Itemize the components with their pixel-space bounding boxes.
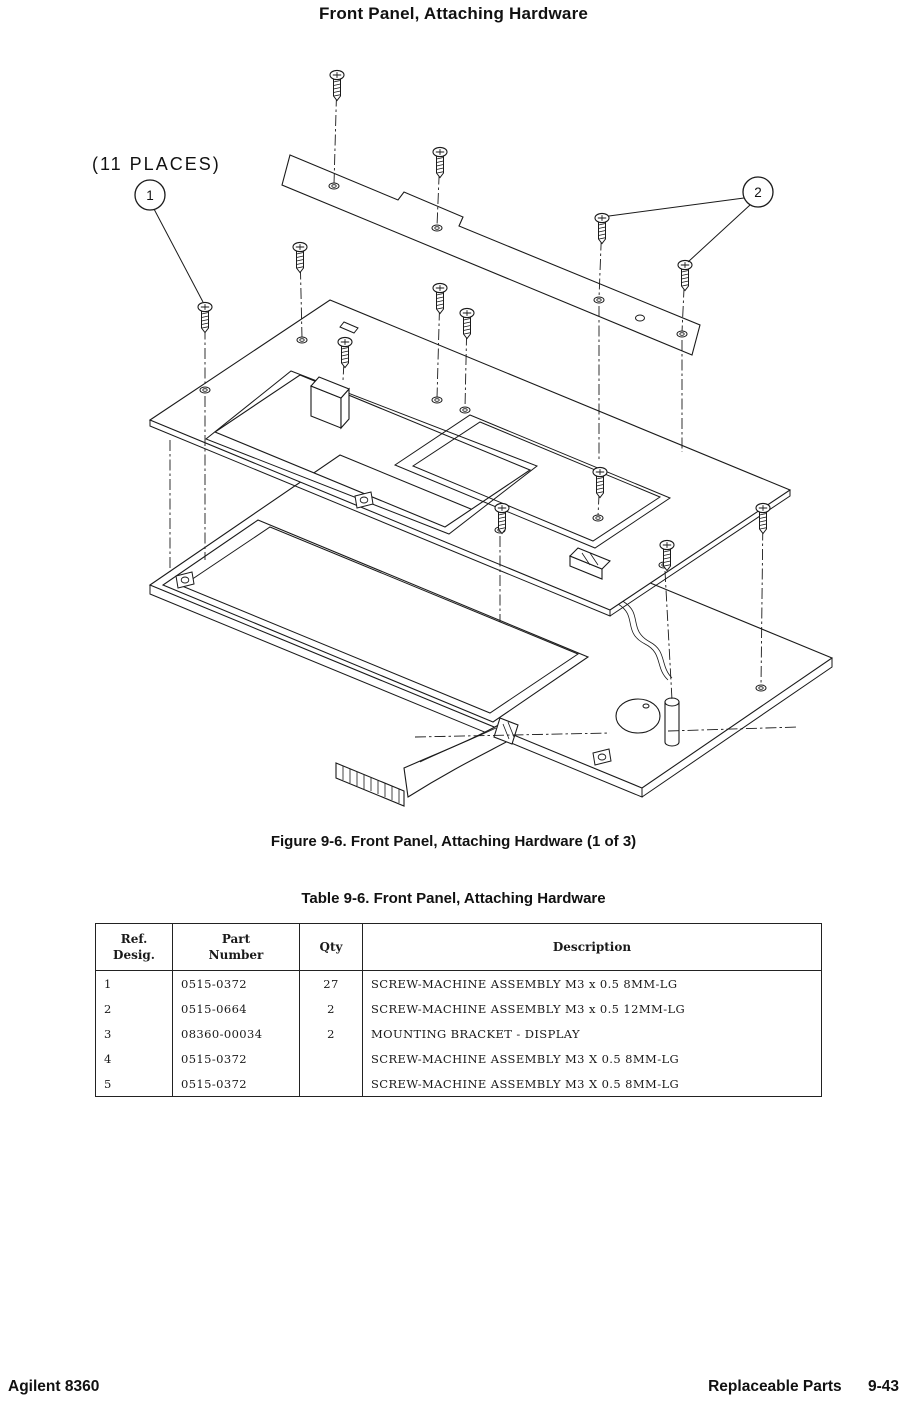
cell-desc: SCREW-MACHINE ASSEMBLY M3 X 0.5 8MM-LG [363,1046,822,1071]
col-header-description: Description [363,924,822,971]
cell-part: 0515-0372 [173,1046,300,1071]
col-header-part-number: Part Number [173,924,300,971]
exploded-diagram [0,45,907,830]
cell-desc: SCREW-MACHINE ASSEMBLY M3 X 0.5 8MM-LG [363,1071,822,1097]
round-speaker-opening [616,699,660,733]
footer-product: Agilent 8360 [8,1378,100,1395]
ribbon-cable [336,718,518,806]
parts-table-container [95,923,822,1097]
cell-desc: SCREW-MACHINE ASSEMBLY M3 x 0.5 8MM-LG [363,971,822,997]
table-title: Table 9-6. Front Panel, Attaching Hardware [301,890,606,907]
screw-icon [198,302,212,332]
footer-page-number: 9-43 [867,1378,899,1395]
cell-qty: 27 [300,971,363,997]
table-row [96,996,822,1021]
callout-balloon-2 [609,177,773,262]
svg-text:2: 2 [754,185,762,200]
col-header-qty: Qty [300,924,363,971]
parts-table [95,923,822,1097]
standoff-cylinder [665,698,679,746]
screw-icon [433,147,447,177]
screw-icon [433,283,447,313]
cell-qty [300,1071,363,1097]
cell-part: 0515-0372 [173,1071,300,1097]
ribbon-connector-bar [336,763,404,806]
cell-part: 08360-00034 [173,1021,300,1046]
page-title: Front Panel, Attaching Hardware [318,4,589,23]
cell-qty: 2 [300,1021,363,1046]
callout-balloon-1 [135,180,203,302]
table-header-row [96,924,822,971]
cell-part: 0515-0372 [173,971,300,997]
table-row [96,971,822,997]
footer-section: Replaceable Parts [708,1378,842,1395]
table-row [96,1071,822,1097]
cell-ref: 3 [104,1026,112,1041]
cell-ref: 4 [104,1051,112,1066]
cell-ref: 5 [104,1076,112,1091]
screw-icon [293,242,307,272]
screw-icon [460,308,474,338]
places-note: (11 PLACES) [92,154,221,174]
cell-ref: 2 [104,1001,112,1016]
cell-qty: 2 [300,996,363,1021]
screw-icon [595,213,609,243]
figure-caption: Figure 9-6. Front Panel, Attaching Hardware (1 of 3) [270,833,637,850]
cell-desc: SCREW-MACHINE ASSEMBLY M3 x 0.5 12MM-LG [363,996,822,1021]
screw-icon [330,70,344,100]
table-row [96,1021,822,1046]
footer-section-page [708,1378,899,1396]
screw-icon [756,503,770,533]
cell-ref: 1 [104,976,112,991]
svg-text:1: 1 [146,188,154,203]
col-header-ref-desig: Ref. Desig. [96,924,173,971]
cell-desc: MOUNTING BRACKET - DISPLAY [363,1021,822,1046]
cell-qty [300,1046,363,1071]
cell-part: 0515-0664 [173,996,300,1021]
screw-icon [678,260,692,290]
table-row [96,1046,822,1071]
